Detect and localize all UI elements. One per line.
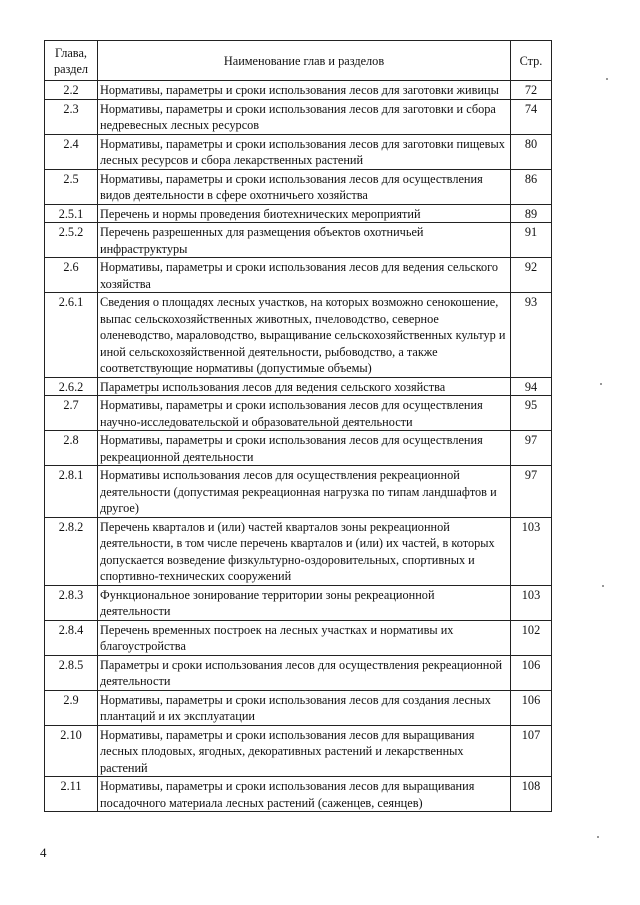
scan-speck (597, 836, 599, 838)
table-row (45, 204, 552, 223)
table-row (45, 585, 552, 620)
table-row (45, 169, 552, 204)
table-row (45, 293, 552, 378)
table-row (45, 377, 552, 396)
table-row (45, 223, 552, 258)
section-page: 86 (511, 169, 552, 204)
section-title: Параметры использования лесов для ведения сельского хозяйства (98, 377, 511, 396)
scan-speck (606, 78, 608, 80)
section-number: 2.6.2 (45, 377, 98, 396)
section-number: 2.5 (45, 169, 98, 204)
section-title: Перечень и нормы проведения биотехнических мероприятий (98, 204, 511, 223)
section-title: Перечень кварталов и (или) частей кварталов зоны рекреационной деятельности, в том числе перечень кварталов и (или) их частей, в которых допускается возведение физкультурно-оздоровительных, спортивных и спортивно-технических сооружений (98, 517, 511, 585)
section-title: Функциональное зонирование территории зоны рекреационной деятельности (98, 585, 511, 620)
section-number: 2.8 (45, 431, 98, 466)
section-title: Нормативы, параметры и сроки использования лесов для создания лесных плантаций и их эксплуатации (98, 690, 511, 725)
page-number: 4 (40, 845, 47, 860)
section-number: 2.4 (45, 134, 98, 169)
table-row (45, 81, 552, 100)
section-number: 2.5.2 (45, 223, 98, 258)
table-row (45, 431, 552, 466)
section-page: 91 (511, 223, 552, 258)
section-page: 106 (511, 655, 552, 690)
table-row (45, 258, 552, 293)
section-number: 2.2 (45, 81, 98, 100)
section-number: 2.6.1 (45, 293, 98, 378)
table-row (45, 655, 552, 690)
section-title: Нормативы использования лесов для осуществления рекреационной деятельности (допустимая рекреационная нагрузка по типам ландшафтов и другое) (98, 466, 511, 518)
section-page: 103 (511, 585, 552, 620)
section-page: 107 (511, 725, 552, 777)
table-body (45, 81, 552, 812)
table-row (45, 777, 552, 812)
header-page: Стр. (511, 41, 552, 81)
section-page: 89 (511, 204, 552, 223)
section-title: Нормативы, параметры и сроки использования лесов для заготовки и сбора недревесных лесных ресурсов (98, 99, 511, 134)
header-chapter-section: Глава, раздел (45, 41, 98, 81)
section-page: 72 (511, 81, 552, 100)
section-title: Нормативы, параметры и сроки использования лесов для осуществления видов деятельности в сфере охотничьего хозяйства (98, 169, 511, 204)
section-number: 2.3 (45, 99, 98, 134)
table-row (45, 725, 552, 777)
header-title: Наименование глав и разделов (98, 41, 511, 81)
section-page: 106 (511, 690, 552, 725)
scan-speck (602, 585, 604, 587)
section-page: 103 (511, 517, 552, 585)
section-number: 2.6 (45, 258, 98, 293)
section-title: Нормативы, параметры и сроки использования лесов для заготовки живицы (98, 81, 511, 100)
section-number: 2.8.2 (45, 517, 98, 585)
table-of-contents (44, 40, 552, 812)
table-header-row (45, 41, 552, 81)
section-title: Нормативы, параметры и сроки использования лесов для выращивания посадочного материала лесных растений (саженцев, сеянцев) (98, 777, 511, 812)
section-title: Нормативы, параметры и сроки использования лесов для выращивания лесных плодовых, ягодных, декоративных растений и лекарственных растений (98, 725, 511, 777)
section-title: Нормативы, параметры и сроки использования лесов для осуществления рекреационной деятельности (98, 431, 511, 466)
section-page: 95 (511, 396, 552, 431)
section-title: Нормативы, параметры и сроки использования лесов для ведения сельского хозяйства (98, 258, 511, 293)
section-number: 2.8.1 (45, 466, 98, 518)
table-row (45, 517, 552, 585)
section-page: 93 (511, 293, 552, 378)
section-page: 102 (511, 620, 552, 655)
table-row (45, 134, 552, 169)
table-row (45, 620, 552, 655)
section-title: Сведения о площадях лесных участков, на которых возможно сенокошение, выпас сельскохозяйственных животных, пчеловодство, северное оленеводство, мараловодство, выращивание сельскохозяйственных культур и иной сельскохозяйственной деятельности, рыбоводство, а также соответствующие нормативы (допустимые объемы) (98, 293, 511, 378)
section-number: 2.9 (45, 690, 98, 725)
section-page: 108 (511, 777, 552, 812)
section-page: 74 (511, 99, 552, 134)
section-title: Параметры и сроки использования лесов для осуществления рекреационной деятельности (98, 655, 511, 690)
section-number: 2.11 (45, 777, 98, 812)
section-number: 2.8.5 (45, 655, 98, 690)
section-number: 2.8.3 (45, 585, 98, 620)
table-row (45, 690, 552, 725)
section-title: Нормативы, параметры и сроки использования лесов для заготовки пищевых лесных ресурсов и сбора лекарственных растений (98, 134, 511, 169)
table-row (45, 396, 552, 431)
section-number: 2.10 (45, 725, 98, 777)
section-title: Нормативы, параметры и сроки использования лесов для осуществления научно-исследовательской и образовательной деятельности (98, 396, 511, 431)
section-number: 2.5.1 (45, 204, 98, 223)
section-page: 92 (511, 258, 552, 293)
section-title: Перечень временных построек на лесных участках и нормативы их благоустройства (98, 620, 511, 655)
table-row (45, 466, 552, 518)
table-row (45, 99, 552, 134)
section-title: Перечень разрешенных для размещения объектов охотничьей инфраструктуры (98, 223, 511, 258)
scan-speck (600, 383, 602, 385)
section-number: 2.8.4 (45, 620, 98, 655)
section-page: 94 (511, 377, 552, 396)
section-page: 97 (511, 431, 552, 466)
section-number: 2.7 (45, 396, 98, 431)
section-page: 80 (511, 134, 552, 169)
section-page: 97 (511, 466, 552, 518)
